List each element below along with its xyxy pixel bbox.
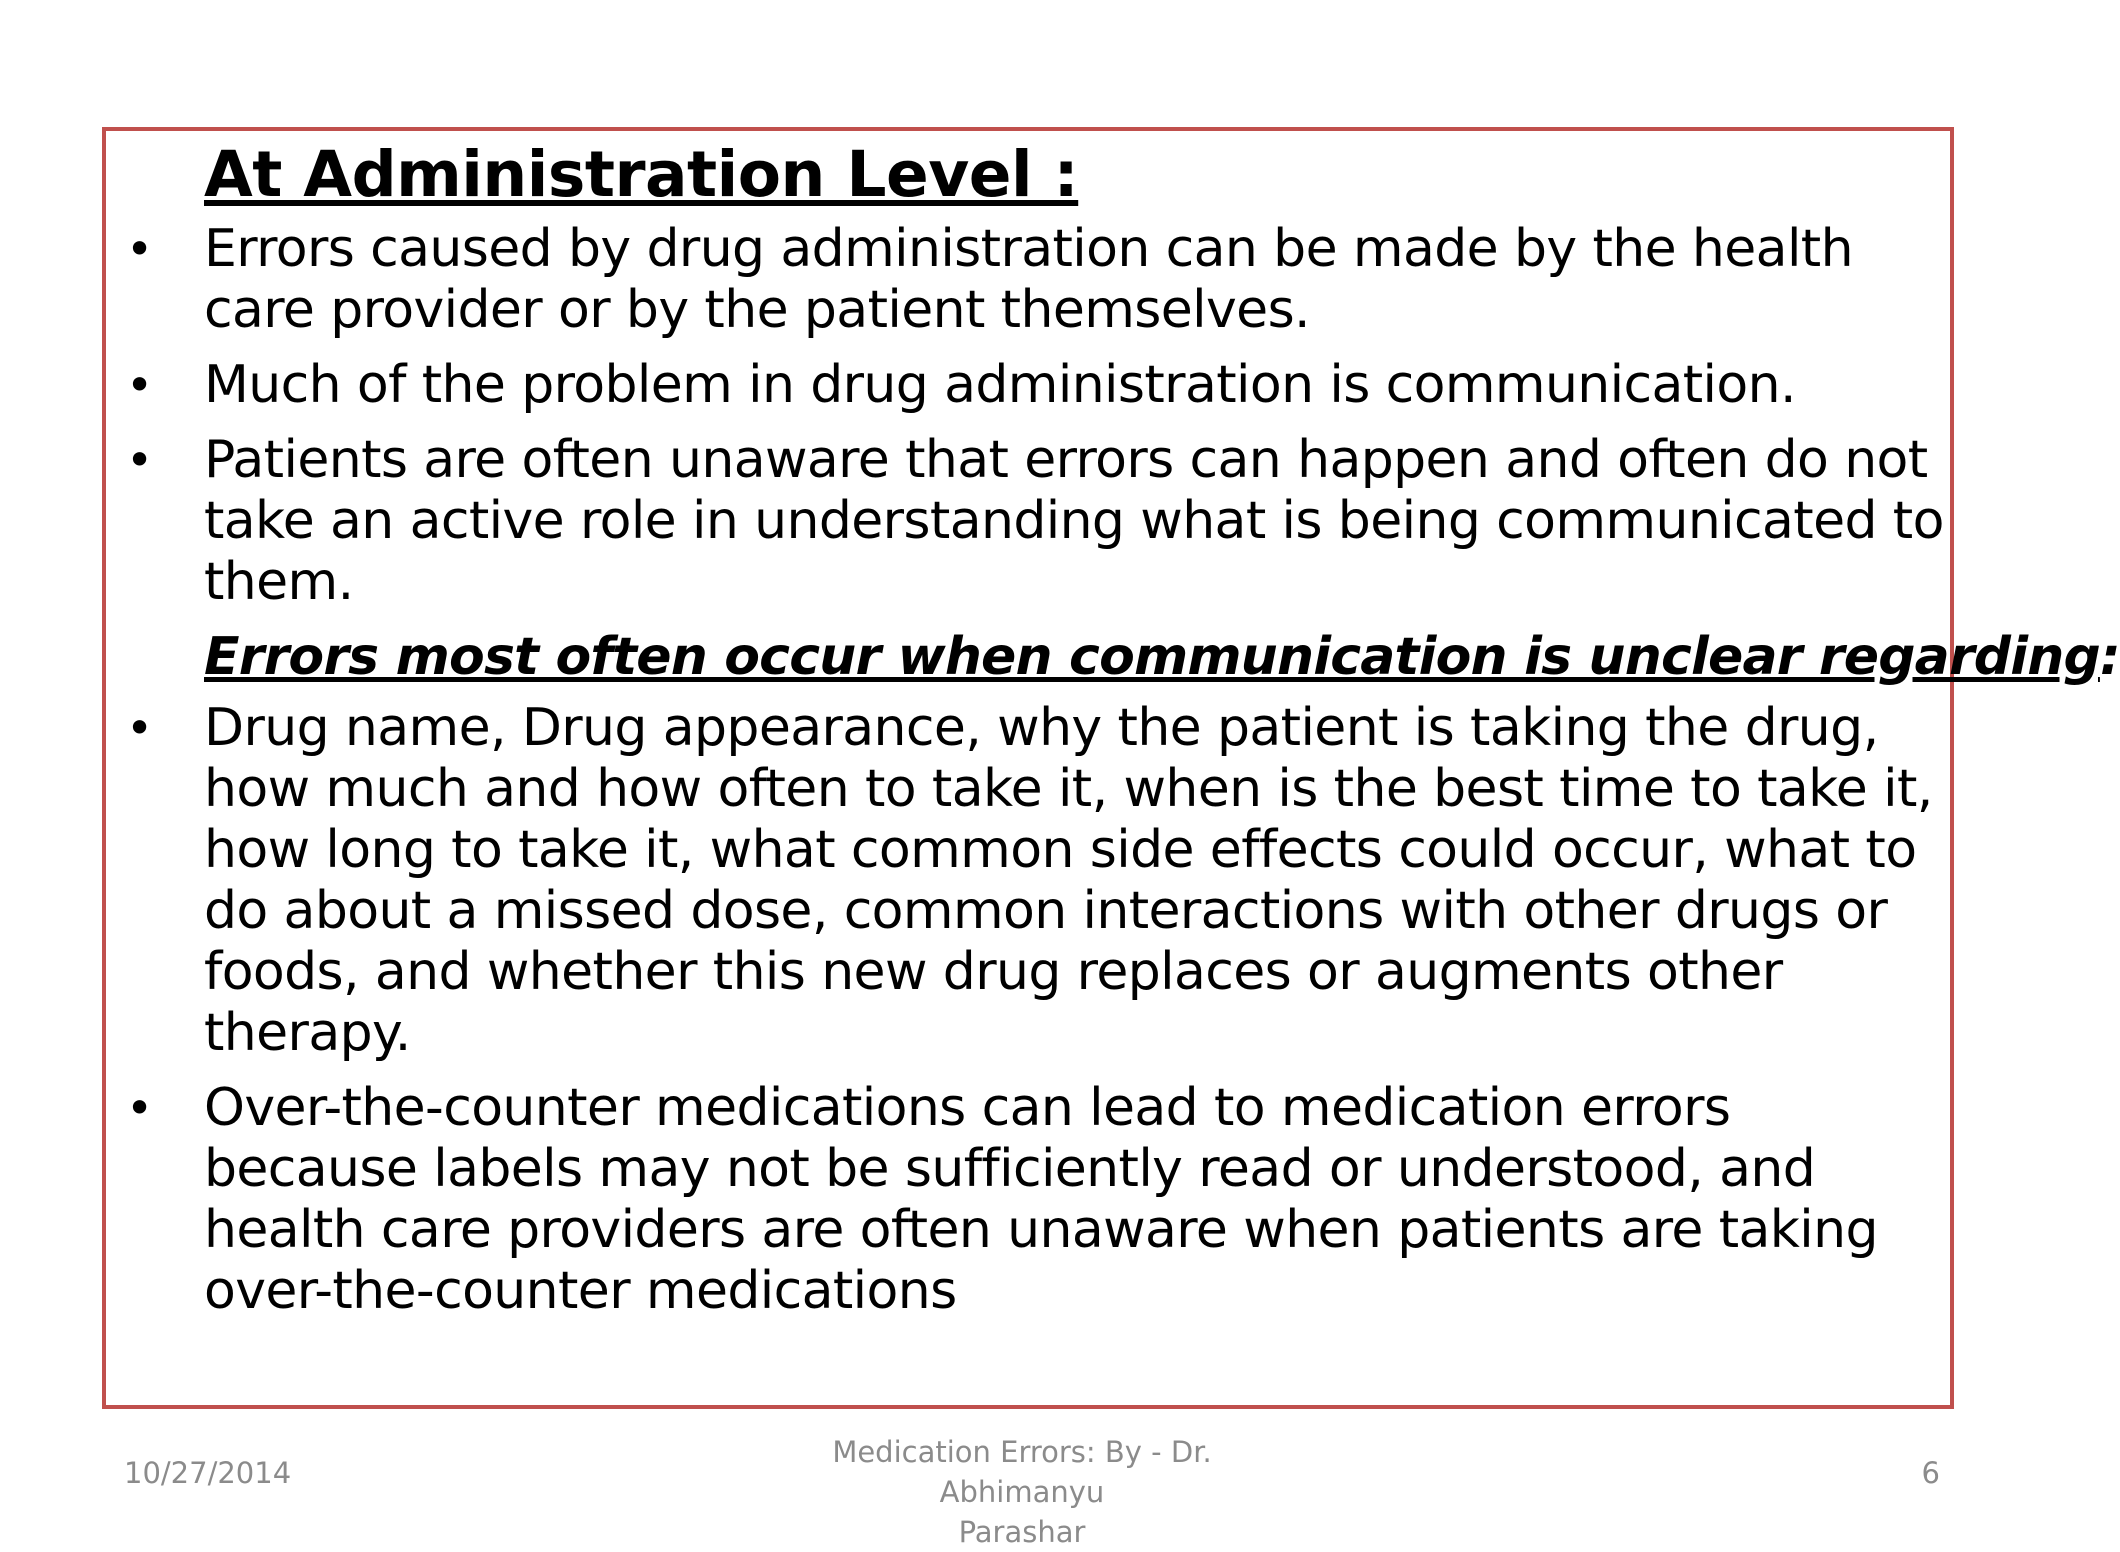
bullet-item: • Over-the-counter medications can lead to medication errors because labels may not be sufficiently read or understood, and health care providers are often unaware when patients are taking over-the-counter medications: [204, 1078, 1944, 1322]
content-box: [102, 127, 2120, 1409]
slide-heading: At Administration Level :: [204, 138, 1079, 211]
subheading-colon: :: [2099, 627, 2120, 687]
bullet-item: • Errors caused by drug administration can be made by the health care provider or by the patient themselves.: [204, 219, 1944, 341]
bullet-list-secondary: [204, 698, 1944, 1322]
footer-title-line2: Parashar: [958, 1515, 1086, 1549]
page-number: 6: [1921, 1456, 1940, 1490]
slide-subheading: [204, 627, 2120, 688]
bullet-item: • Patients are often unaware that errors can happen and often do not take an active role in understanding what is being communicated to them.: [204, 430, 1944, 613]
bullet-item: • Much of the problem in drug administration is communication.: [204, 355, 1944, 416]
footer-title: [752, 1432, 1292, 1552]
footer-date: 10/27/2014: [124, 1456, 292, 1490]
subheading-text: Errors most often occur when communication is unclear regarding: [204, 627, 2100, 687]
slide-body: [204, 135, 2120, 1336]
bullet-item: • Drug name, Drug appearance, why the patient is taking the drug, how much and how often to take it, when is the best time to take it, how long to take it, what common side effects could occur, what to do about a missed dose, common interactions with other drugs or foods, and whether this new drug replaces or augments other therapy.: [204, 698, 1944, 1064]
footer-title-line1: Medication Errors: By - Dr. Abhimanyu: [832, 1435, 1212, 1509]
bullet-list-primary: [204, 219, 1944, 613]
